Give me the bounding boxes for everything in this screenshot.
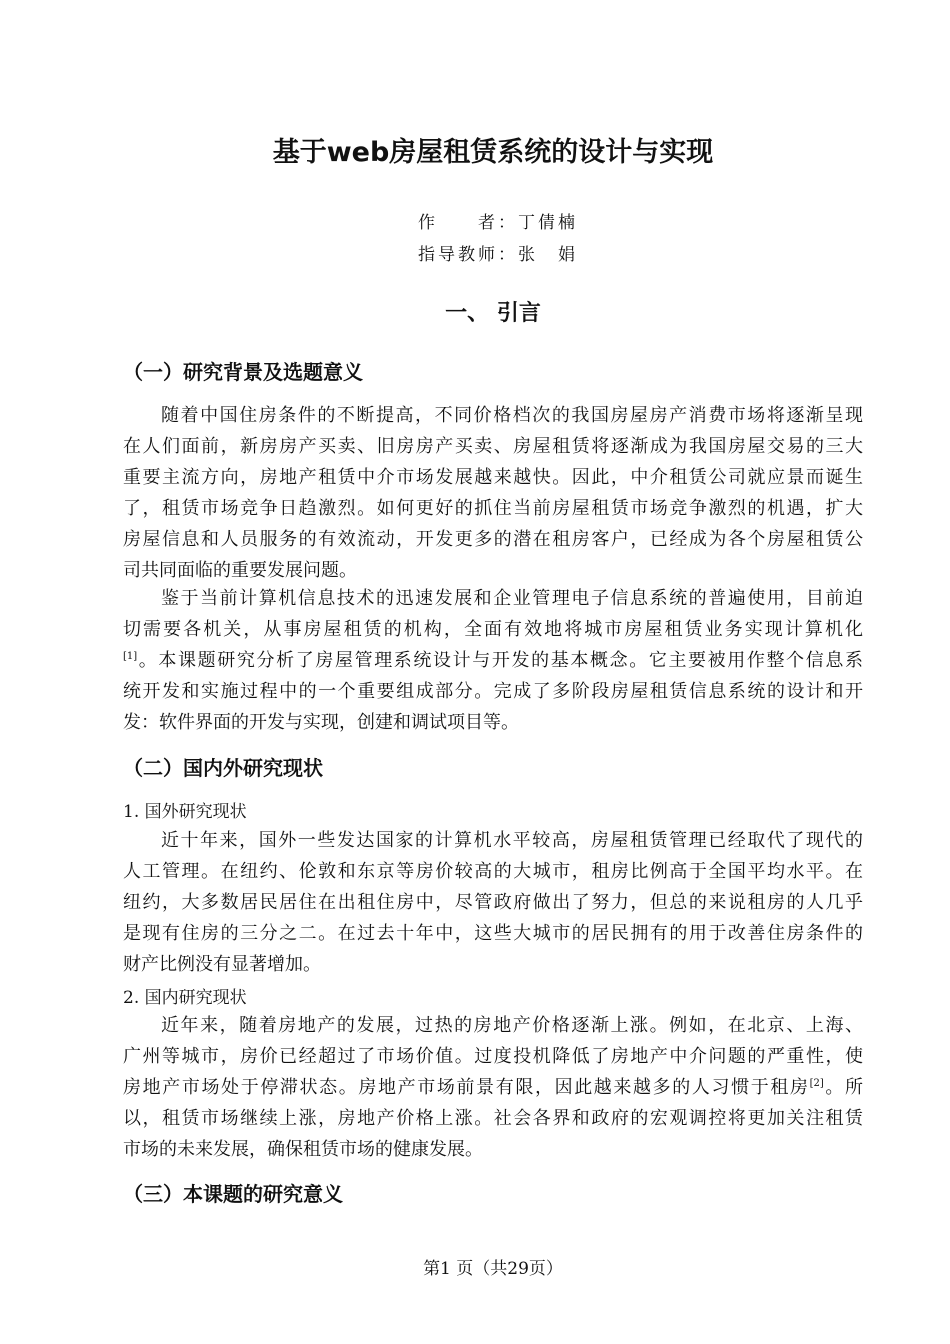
text-line: 是现有住房的三分之二。在过去十年中，这些大城市的居民拥有的用于改善住房条件的	[123, 923, 863, 944]
text-line: 人工管理。在纽约、伦敦和东京等房价较高的大城市，租房比例高于全国平均水平。在	[123, 861, 863, 882]
text-line: 近十年来，国外一些发达国家的计算机水平较高，房屋租赁管理已经取代了现代的	[161, 830, 863, 851]
text-line: 广州等城市，房价已经超过了市场价值。过度投机降低了房地产中介问题的严重性，使	[123, 1046, 863, 1067]
text-line: 司共同面临的重要发展问题。	[123, 560, 357, 581]
paragraph	[123, 825, 863, 980]
text-line: 重要主流方向，房地产租赁中介市场发展越来越快。因此，中介租赁公司就应景而诞生	[123, 467, 863, 488]
text-line: 市场的未来发展，确保租赁市场的健康发展。	[123, 1139, 483, 1160]
text-line: 发：软件界面的开发与实现，创建和调试项目等。	[123, 712, 519, 733]
subsection-heading-domestic: 2. 国内研究现状	[123, 988, 247, 1008]
author-line: 作 者：丁倩楠	[418, 213, 578, 233]
text-line: 了，租赁市场竞争日趋激烈。如何更好的抓住当前房屋租赁市场竞争激烈的机遇，扩大	[123, 498, 863, 519]
text-line: 随着中国住房条件的不断提高，不同价格档次的我国房屋房产消费市场将逐渐呈现	[161, 405, 863, 426]
text-line: 近年来，随着房地产的发展，过热的房地产价格逐渐上涨。例如，在北京、上海、	[161, 1015, 863, 1036]
advisor-line: 指导教师：张 娟	[418, 245, 578, 265]
paragraph	[123, 400, 863, 586]
section-heading-research-status: （二）国内外研究现状	[123, 756, 323, 780]
text-line: 统开发和实施过程中的一个重要组成部分。完成了多阶段房屋租赁信息系统的设计和开	[123, 681, 863, 702]
citation-marker: [2]	[809, 1078, 824, 1089]
subsection-heading-foreign: 1. 国外研究现状	[123, 802, 247, 822]
text-line: 房地产市场处于停滞状态。房地产市场前景有限，因此越来越多的人习惯于租房[2]。所	[123, 1077, 863, 1098]
text-line: [1]。本课题研究分析了房屋管理系统设计与开发的基本概念。它主要被用作整个信息系	[123, 650, 863, 671]
text-line: 房屋信息和人员服务的有效流动，开发更多的潜在租房客户，已经成为各个房屋租赁公	[123, 529, 863, 550]
paragraph	[123, 1010, 863, 1165]
text-line: 在人们面前，新房房产买卖、旧房房产买卖、房屋租赁将逐渐成为我国房屋交易的三大	[123, 436, 863, 457]
text-line: 切需要各机关，从事房屋租赁的机构，全面有效地将城市房屋租赁业务实现计算机化	[123, 619, 863, 640]
text-line: 纽约，大多数居民居住在出租住房中，尽管政府做出了努力，但总的来说租房的人几乎	[123, 892, 863, 913]
text-line: 财产比例没有显著增加。	[123, 954, 321, 975]
section-heading-significance: （三）本课题的研究意义	[123, 1182, 343, 1206]
text-line: 以，租赁市场继续上涨，房地产价格上涨。社会各界和政府的宏观调控将更加关注租赁	[123, 1108, 863, 1129]
page-footer: 第1 页（共29页）	[423, 1259, 563, 1279]
paragraph	[123, 583, 863, 738]
citation-marker: [1]	[123, 651, 138, 662]
text-line: 鉴于当前计算机信息技术的迅速发展和企业管理电子信息系统的普遍使用，目前迫	[161, 588, 863, 609]
chapter-heading: 一、 引言	[445, 301, 541, 326]
document-title: 基于web房屋租赁系统的设计与实现	[272, 137, 714, 168]
section-heading-background: （一）研究背景及选题意义	[123, 360, 363, 384]
